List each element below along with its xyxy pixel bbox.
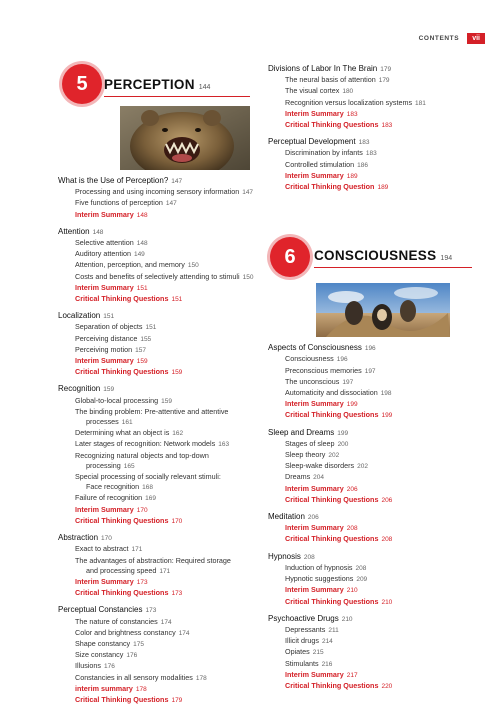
entry-text: Depressants xyxy=(285,624,326,634)
entry-page-number: 189 xyxy=(346,172,358,180)
section-title-text: Perceptual Development xyxy=(268,137,356,147)
entry-page-number: 147 xyxy=(165,200,177,208)
toc-review-entry[interactable] xyxy=(58,588,254,599)
section-title-text: Meditation xyxy=(268,512,305,522)
entry-text: Exact to abstract xyxy=(75,544,129,554)
entry-page-number: 151 xyxy=(136,284,148,292)
entry-text: Interim Summary xyxy=(75,356,134,366)
entry-page-number: 183 xyxy=(365,150,377,158)
toc-review-entry[interactable] xyxy=(58,516,254,527)
toc-review-entry[interactable] xyxy=(58,367,254,378)
entry-text: Interim Summary xyxy=(285,523,344,533)
toc-entry[interactable] xyxy=(268,160,478,171)
entry-page-number: 148 xyxy=(136,240,148,248)
toc-review-entry[interactable] xyxy=(268,681,478,692)
toc-section-psychoactive-drugs xyxy=(268,614,478,692)
toc-entry[interactable] xyxy=(268,377,478,388)
toc-section-perceptual-development xyxy=(268,137,478,193)
toc-section-divisions-of-labor-in-the-brain xyxy=(268,64,478,131)
chapter-rule xyxy=(104,96,250,97)
chapter-rule xyxy=(314,267,472,268)
entry-text: Interim Summary xyxy=(285,669,344,679)
entry-text: Preconscious memories xyxy=(285,365,362,375)
toc-entry[interactable] xyxy=(268,659,478,670)
entry-page-number: 150 xyxy=(187,262,199,270)
entry-page-number: 173 xyxy=(136,578,148,586)
section-title-text: Aspects of Consciousness xyxy=(268,343,362,353)
entry-page-number: 169 xyxy=(145,495,156,503)
entry-text: Face recognition xyxy=(86,482,140,492)
section-title-text: Localization xyxy=(58,311,101,321)
right-column xyxy=(268,60,478,692)
entry-page-number: 162 xyxy=(172,430,184,438)
entry-page-number: 179 xyxy=(171,696,183,704)
section-title-text: Attention xyxy=(58,226,90,236)
entry-text: Interim Summary xyxy=(75,282,134,292)
entry-page-number: 206 xyxy=(346,485,358,493)
entry-page-number: 186 xyxy=(357,161,368,169)
chapter-page: 144 xyxy=(198,84,211,91)
entry-text: Sleep-wake disorders xyxy=(285,461,355,471)
section-page-number: 159 xyxy=(103,386,115,394)
toc-entry[interactable] xyxy=(58,345,254,356)
entry-page-number: 197 xyxy=(342,378,354,386)
toc-entry[interactable] xyxy=(58,238,254,249)
toc-review-entry[interactable] xyxy=(268,523,478,534)
entry-page-number: 159 xyxy=(136,358,148,366)
toc-review-entry[interactable] xyxy=(268,484,478,495)
toc-entry[interactable] xyxy=(58,272,254,283)
entry-text: Interim Summary xyxy=(285,108,344,118)
toc-section-title[interactable] xyxy=(58,176,254,187)
entry-text: Perceiving motion xyxy=(75,344,133,354)
toc-entry[interactable] xyxy=(58,639,254,650)
toc-entry[interactable] xyxy=(58,566,254,577)
entry-page-number: 210 xyxy=(346,587,358,595)
section-title-text: What is the Use of Perception? xyxy=(58,176,169,185)
entry-text: Attention, perception, and memory xyxy=(75,260,185,270)
surreal-image xyxy=(316,283,450,337)
entry-page-number: 159 xyxy=(161,397,172,405)
chapter-6-header xyxy=(268,233,478,285)
toc-entry[interactable] xyxy=(268,86,478,97)
toc-entry[interactable] xyxy=(268,98,478,109)
toc-section-title[interactable] xyxy=(268,137,478,148)
toc-entry[interactable] xyxy=(268,75,478,86)
entry-page-number: 173 xyxy=(171,590,183,598)
toc-review-entry[interactable] xyxy=(268,399,478,410)
entry-text: Color and brightness constancy xyxy=(75,627,176,637)
entry-text: Recognizing natural objects and top-down xyxy=(75,450,209,460)
entry-text: Opiates xyxy=(285,647,310,657)
toc-section-abstraction xyxy=(58,533,254,599)
toc-review-entry[interactable] xyxy=(268,410,478,421)
toc-entry[interactable] xyxy=(268,354,478,365)
toc-entry[interactable] xyxy=(268,148,478,159)
toc-entry[interactable] xyxy=(268,439,478,450)
entry-text: Processing and using incoming sensory information xyxy=(75,187,240,197)
entry-text: The binding problem: Pre-attentive and attentive xyxy=(75,406,229,416)
section-page-number: 208 xyxy=(303,553,315,561)
toc-review-entry[interactable] xyxy=(58,577,254,588)
toc-entry[interactable] xyxy=(58,187,254,198)
entry-page-number: 189 xyxy=(377,184,389,192)
entry-page-number: 211 xyxy=(328,626,339,634)
entry-text: Auditory attention xyxy=(75,249,131,259)
entry-text: Hypnotic suggestions xyxy=(285,574,354,584)
toc-entry[interactable] xyxy=(58,439,254,450)
toc-section-hypnosis xyxy=(268,552,478,608)
toc-section-aspects-of-consciousness xyxy=(268,343,478,421)
entry-text: The nature of constancies xyxy=(75,616,158,626)
chapter-title-text: CONSCIOUSNESS xyxy=(314,248,437,264)
toc-entry[interactable] xyxy=(268,388,478,399)
entry-text: Special processing of socially relevant stimuli: xyxy=(75,472,221,482)
entry-page-number: 171 xyxy=(159,567,171,575)
toc-review-entry[interactable] xyxy=(268,597,478,608)
entry-text: Recognition versus localization systems xyxy=(285,97,413,107)
chapter-6-sections xyxy=(268,343,478,692)
entry-page-number: 175 xyxy=(133,640,145,648)
toc-entry[interactable] xyxy=(268,461,478,472)
toc-section-title[interactable] xyxy=(268,552,478,563)
entry-text: Critical Thinking Questions xyxy=(285,410,379,420)
entry-page-number: 171 xyxy=(131,546,143,554)
section-page-number: 170 xyxy=(101,535,112,543)
entry-text: Induction of hypnosis xyxy=(285,562,353,572)
toc-review-entry[interactable] xyxy=(58,695,254,706)
toc-review-entry[interactable] xyxy=(268,670,478,681)
entry-text: processing xyxy=(86,460,121,470)
section-page-number: 199 xyxy=(337,429,349,437)
entry-page-number: 176 xyxy=(126,652,138,660)
entry-page-number: 179 xyxy=(378,77,390,85)
entry-text: Critical Thinking Question xyxy=(285,182,375,192)
entry-page-number: 214 xyxy=(321,638,333,646)
section-title-text: Abstraction xyxy=(58,533,99,543)
toc-entry[interactable] xyxy=(268,647,478,658)
toc-entry[interactable] xyxy=(58,544,254,555)
chapter-title-text: PERCEPTION xyxy=(104,77,195,92)
entry-page-number: 176 xyxy=(103,663,115,671)
toc-review-entry[interactable] xyxy=(58,356,254,367)
entry-page-number: 204 xyxy=(313,474,325,482)
toc-review-entry[interactable] xyxy=(268,109,478,120)
chapter-page: 194 xyxy=(440,255,453,263)
entry-text: Interim Summary xyxy=(285,483,344,493)
entry-text: Critical Thinking Questions xyxy=(75,515,169,525)
entry-text: Interim Summary xyxy=(285,585,344,595)
entry-text: Automaticity and dissociation xyxy=(285,388,378,398)
toc-section-title[interactable] xyxy=(58,384,254,395)
entry-page-number: 199 xyxy=(381,412,393,420)
section-page-number: 179 xyxy=(380,66,392,73)
toc-review-entry[interactable] xyxy=(58,210,254,221)
toc-entry[interactable] xyxy=(58,417,254,428)
toc-section-perceptual-constancies xyxy=(58,605,254,706)
chapter-5-header xyxy=(58,60,254,112)
toc-entry[interactable] xyxy=(58,482,254,493)
header-label: CONTENTS xyxy=(418,35,460,42)
entry-page-number: 168 xyxy=(142,484,153,492)
entry-text: The advantages of abstraction: Required storage xyxy=(75,555,231,565)
entry-text: processes xyxy=(86,417,119,427)
toc-review-entry[interactable] xyxy=(58,684,254,695)
entry-page-number: 148 xyxy=(136,211,148,219)
toc-section-title[interactable] xyxy=(58,227,254,238)
entry-text: Selective attention xyxy=(75,238,134,248)
entry-page-number: 216 xyxy=(321,660,333,668)
entry-text: Critical Thinking Questions xyxy=(285,680,379,690)
toc-entry[interactable] xyxy=(58,407,254,417)
entry-text: Interim Summary xyxy=(285,399,344,409)
section-page-number: 151 xyxy=(103,313,115,321)
entry-text: The unconscious xyxy=(285,376,340,386)
entry-text: Critical Thinking Questions xyxy=(75,294,169,304)
toc-entry[interactable] xyxy=(58,322,254,333)
section-title-text: Perceptual Constancies xyxy=(58,605,143,615)
entry-text: Illusions xyxy=(75,661,101,671)
entry-page-number: 147 xyxy=(242,189,254,197)
page-number: vii xyxy=(467,33,485,44)
entry-page-number: 217 xyxy=(346,671,358,679)
entry-text: Critical Thinking Questions xyxy=(285,534,379,544)
entry-text: Critical Thinking Questions xyxy=(75,588,169,598)
toc-entry[interactable] xyxy=(268,636,478,647)
toc-entry[interactable] xyxy=(268,625,478,636)
toc-section-meditation xyxy=(268,512,478,546)
entry-page-number: 163 xyxy=(218,441,230,449)
entry-page-number: 149 xyxy=(133,251,145,259)
entry-page-number: 220 xyxy=(381,682,393,690)
chapter-5-sections xyxy=(58,176,254,706)
entry-page-number: 202 xyxy=(357,463,368,471)
entry-text: Sleep theory xyxy=(285,450,326,460)
entry-text: and processing speed xyxy=(86,565,157,575)
entry-page-number: 208 xyxy=(346,525,358,533)
entry-text: Five functions of perception xyxy=(75,198,163,208)
entry-text: Stimulants xyxy=(285,658,319,668)
entry-text: Interim Summary xyxy=(75,209,134,219)
entry-page-number: 155 xyxy=(140,335,152,343)
toc-entry[interactable] xyxy=(58,673,254,684)
section-title-text: Psychoactive Drugs xyxy=(268,613,339,623)
entry-page-number: 183 xyxy=(381,122,393,130)
entry-page-number: 170 xyxy=(136,506,148,514)
entry-text: Critical Thinking Questions xyxy=(285,494,379,504)
chapter-number-badge: 5 xyxy=(62,64,102,104)
entry-text: Failure of recognition xyxy=(75,493,143,503)
entry-text: Later stages of recognition: Network models xyxy=(75,439,216,449)
toc-entry[interactable] xyxy=(58,396,254,407)
toc-review-entry[interactable] xyxy=(268,182,478,193)
entry-page-number: 210 xyxy=(381,598,393,606)
toc-review-entry[interactable] xyxy=(268,585,478,596)
toc-review-entry[interactable] xyxy=(58,283,254,294)
chapter-number-badge: 6 xyxy=(270,237,310,277)
entry-text: Interim Summary xyxy=(75,504,134,514)
entry-page-number: 199 xyxy=(346,401,358,409)
entry-page-number: 157 xyxy=(135,346,146,354)
toc-section-title[interactable] xyxy=(268,428,478,439)
toc-review-entry[interactable] xyxy=(58,294,254,305)
entry-text: The visual cortex xyxy=(285,86,340,96)
entry-text: Perceiving distance xyxy=(75,333,138,343)
entry-page-number: 197 xyxy=(364,367,376,375)
entry-page-number: 170 xyxy=(171,517,183,525)
toc-section-localization xyxy=(58,311,254,378)
entry-page-number: 161 xyxy=(121,419,133,427)
entry-text: The neural basis of attention xyxy=(285,75,376,85)
entry-page-number: 181 xyxy=(415,99,426,107)
entry-page-number: 208 xyxy=(381,536,393,544)
section-page-number: 183 xyxy=(358,139,370,147)
entry-text: Shape constancy xyxy=(75,638,131,648)
entry-text: Discrimination by infants xyxy=(285,148,363,158)
entry-page-number: 165 xyxy=(123,462,135,470)
entry-text: Global-to-local processing xyxy=(75,395,159,405)
toc-entry[interactable] xyxy=(58,617,254,628)
left-column xyxy=(58,60,254,706)
toc-review-entry[interactable] xyxy=(268,120,478,131)
toc-entry[interactable] xyxy=(58,628,254,639)
entry-page-number: 159 xyxy=(171,369,183,377)
toc-entry[interactable] xyxy=(58,249,254,260)
toc-entry[interactable] xyxy=(58,472,254,482)
toc-entry[interactable] xyxy=(268,450,478,461)
toc-entry[interactable] xyxy=(58,428,254,439)
entry-page-number: 174 xyxy=(178,629,190,637)
toc-entry[interactable] xyxy=(58,461,254,472)
entry-text: Controlled stimulation xyxy=(285,159,355,169)
toc-entry[interactable] xyxy=(268,366,478,377)
entry-text: Constancies in all sensory modalities xyxy=(75,672,193,682)
surreal-photo xyxy=(316,283,450,337)
entry-text: Critical Thinking Questions xyxy=(75,367,169,377)
toc-review-entry[interactable] xyxy=(268,534,478,545)
toc-section-title[interactable] xyxy=(268,64,478,75)
entry-text: Stages of sleep xyxy=(285,438,335,448)
toc-section-what-is-the-use-of-perception xyxy=(58,176,254,221)
entry-page-number: 151 xyxy=(171,296,183,304)
entry-page-number: 178 xyxy=(135,685,147,693)
toc-entry[interactable] xyxy=(58,493,254,504)
entry-page-number: 209 xyxy=(356,576,368,584)
entry-page-number: 202 xyxy=(328,452,340,460)
toc-section-title[interactable] xyxy=(268,343,478,354)
section-page-number: 148 xyxy=(92,228,104,236)
section-page-number: 196 xyxy=(364,345,376,353)
entry-text: Determining what an object is xyxy=(75,428,170,438)
chapter-5-continued-sections xyxy=(268,64,478,193)
entry-text: Interim Summary xyxy=(75,576,134,586)
toc-entry[interactable] xyxy=(268,472,478,483)
toc-entry[interactable] xyxy=(58,334,254,345)
entry-text: Critical Thinking Questions xyxy=(285,120,379,130)
toc-review-entry[interactable] xyxy=(58,505,254,516)
entry-page-number: 206 xyxy=(381,496,393,504)
toc-entry[interactable] xyxy=(58,556,254,566)
entry-text: Interim Summary xyxy=(285,170,344,180)
entry-text: Critical Thinking Questions xyxy=(285,596,379,606)
entry-page-number: 178 xyxy=(195,674,207,682)
entry-page-number: 174 xyxy=(160,618,172,626)
entry-text: Dreams xyxy=(285,472,311,482)
toc-section-title[interactable] xyxy=(268,512,478,523)
entry-text: interim summary xyxy=(75,683,133,693)
section-page-number: 206 xyxy=(307,514,319,522)
entry-text: Size constancy xyxy=(75,650,124,660)
section-title-text: Recognition xyxy=(58,384,101,394)
entry-text: Critical Thinking Questions xyxy=(75,694,169,704)
section-title-text: Sleep and Dreams xyxy=(268,427,335,437)
toc-entry[interactable] xyxy=(58,650,254,661)
toc-entry[interactable] xyxy=(268,563,478,574)
chapter-title[interactable] xyxy=(314,248,453,264)
entry-text: Costs and benefits of selectively attending to stimuli xyxy=(75,271,240,281)
entry-page-number: 180 xyxy=(342,88,354,96)
entry-page-number: 200 xyxy=(337,440,349,448)
toc-section-title[interactable] xyxy=(58,605,254,616)
section-title-text: Hypnosis xyxy=(268,551,301,561)
entry-text: Separation of objects xyxy=(75,322,143,332)
section-page-number: 210 xyxy=(341,615,353,623)
toc-review-entry[interactable] xyxy=(268,171,478,182)
toc-section-title[interactable] xyxy=(58,311,254,322)
bear-photo xyxy=(120,106,250,170)
section-title-text: Divisions of Labor In The Brain xyxy=(268,64,378,73)
entry-page-number: 215 xyxy=(312,649,324,657)
chapter-title[interactable] xyxy=(104,77,211,93)
toc-review-entry[interactable] xyxy=(268,495,478,506)
toc-section-recognition xyxy=(58,384,254,527)
entry-page-number: 183 xyxy=(346,110,358,118)
bear-image xyxy=(120,106,250,170)
toc-entry[interactable] xyxy=(58,198,254,209)
section-page-number: 173 xyxy=(145,607,157,615)
entry-page-number: 196 xyxy=(336,356,348,364)
entry-page-number: 150 xyxy=(242,273,254,281)
toc-section-sleep-and-dreams xyxy=(268,428,478,506)
page-header xyxy=(419,33,485,44)
entry-page-number: 198 xyxy=(380,390,392,398)
entry-text: Consciousness xyxy=(285,354,334,364)
toc-section-attention xyxy=(58,227,254,305)
toc-entry[interactable] xyxy=(268,574,478,585)
entry-page-number: 151 xyxy=(145,324,157,332)
toc-section-title[interactable] xyxy=(268,614,478,625)
toc-entry[interactable] xyxy=(58,661,254,672)
toc-entry[interactable] xyxy=(58,451,254,461)
entry-page-number: 208 xyxy=(355,564,367,572)
section-page-number: 147 xyxy=(171,178,183,185)
toc-entry[interactable] xyxy=(58,260,254,271)
toc-section-title[interactable] xyxy=(58,533,254,544)
entry-text: Illicit drugs xyxy=(285,636,319,646)
